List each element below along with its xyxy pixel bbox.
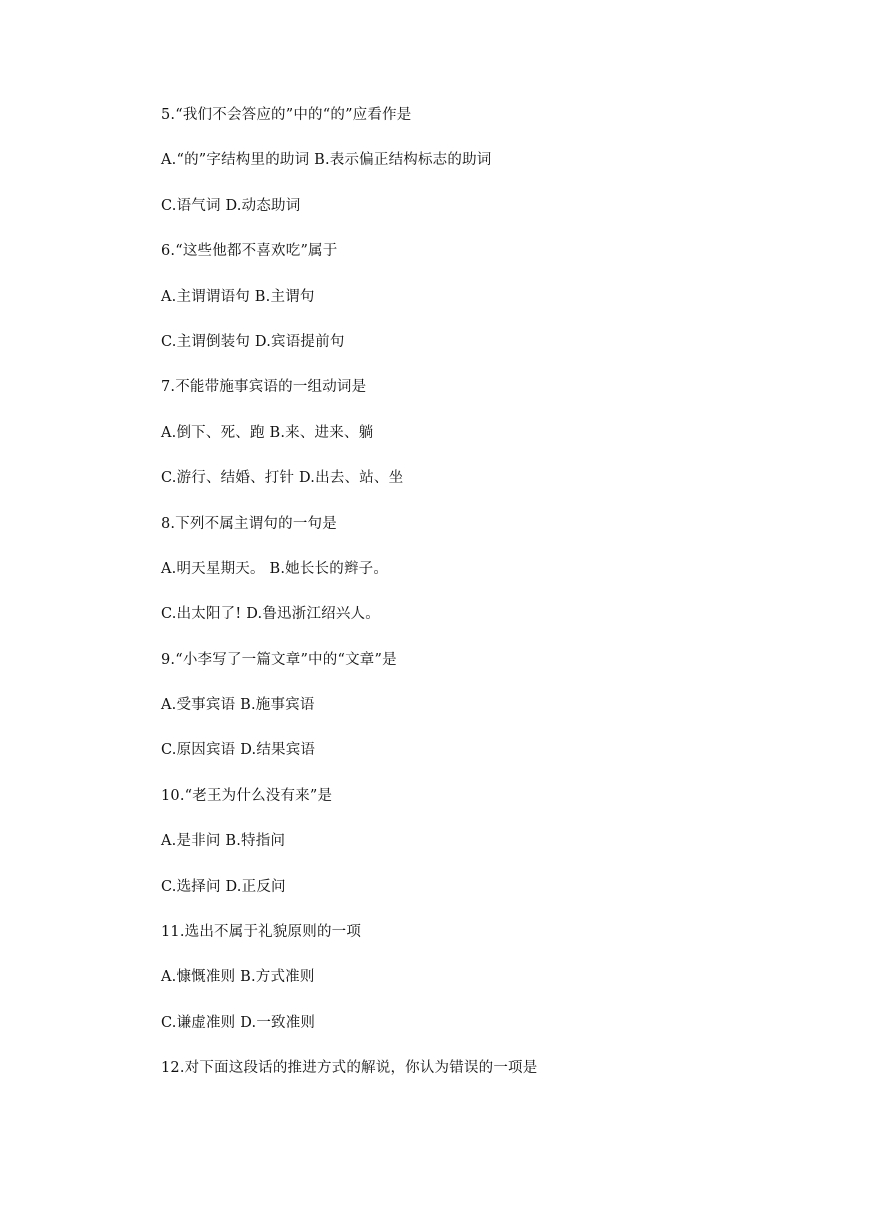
question-11-stem: 11.选出不属于礼貌原则的一项 (161, 924, 362, 941)
question-11-options-cd: C.谦虚准则 D.一致准则 (161, 1014, 316, 1031)
question-9-stem: 9.“小李写了一篇文章”中的“文章”是 (161, 651, 397, 668)
question-10-options-cd: C.选择问 D.正反问 (161, 878, 286, 895)
question-7-stem: 7.不能带施事宾语的一组动词是 (161, 379, 367, 396)
question-7-options-cd: C.游行、结婚、打针 D.出去、站、坐 (161, 470, 404, 487)
question-10-options-ab: A.是非问 B.特指问 (161, 833, 286, 850)
question-5-options-cd: C.语气词 D.动态助词 (161, 197, 301, 214)
question-8-stem: 8.下列不属主谓句的一句是 (161, 515, 337, 532)
question-9-options-ab: A.受事宾语 B.施事宾语 (161, 697, 315, 714)
question-5-options-ab: A.“的”字结构里的助词 B.表示偏正结构标志的助词 (161, 152, 492, 169)
question-11-options-ab: A.慷慨准则 B.方式准则 (161, 969, 315, 986)
question-list (161, 104, 821, 1103)
question-12-stem: 12.对下面这段话的推进方式的解说，你认为错误的一项是 (161, 1060, 538, 1077)
question-9-options-cd: C.原因宾语 D.结果宾语 (161, 742, 316, 759)
question-6-stem: 6.“这些他都不喜欢吃”属于 (161, 243, 338, 260)
question-6-options-cd: C.主谓倒装句 D.宾语提前句 (161, 333, 345, 350)
question-7-options-ab: A.倒下、死、跑 B.来、进来、躺 (161, 424, 374, 441)
question-5-stem: 5.“我们不会答应的”中的“的”应看作是 (161, 107, 412, 123)
question-8-options-ab: A.明天星期天。 B.她长长的辫子。 (161, 560, 389, 577)
question-8-options-cd: C.出太阳了! D.鲁迅浙江绍兴人。 (161, 606, 380, 623)
question-6-options-ab: A.主谓谓语句 B.主谓句 (161, 288, 315, 305)
question-10-stem: 10.“老王为什么没有来”是 (161, 787, 333, 804)
